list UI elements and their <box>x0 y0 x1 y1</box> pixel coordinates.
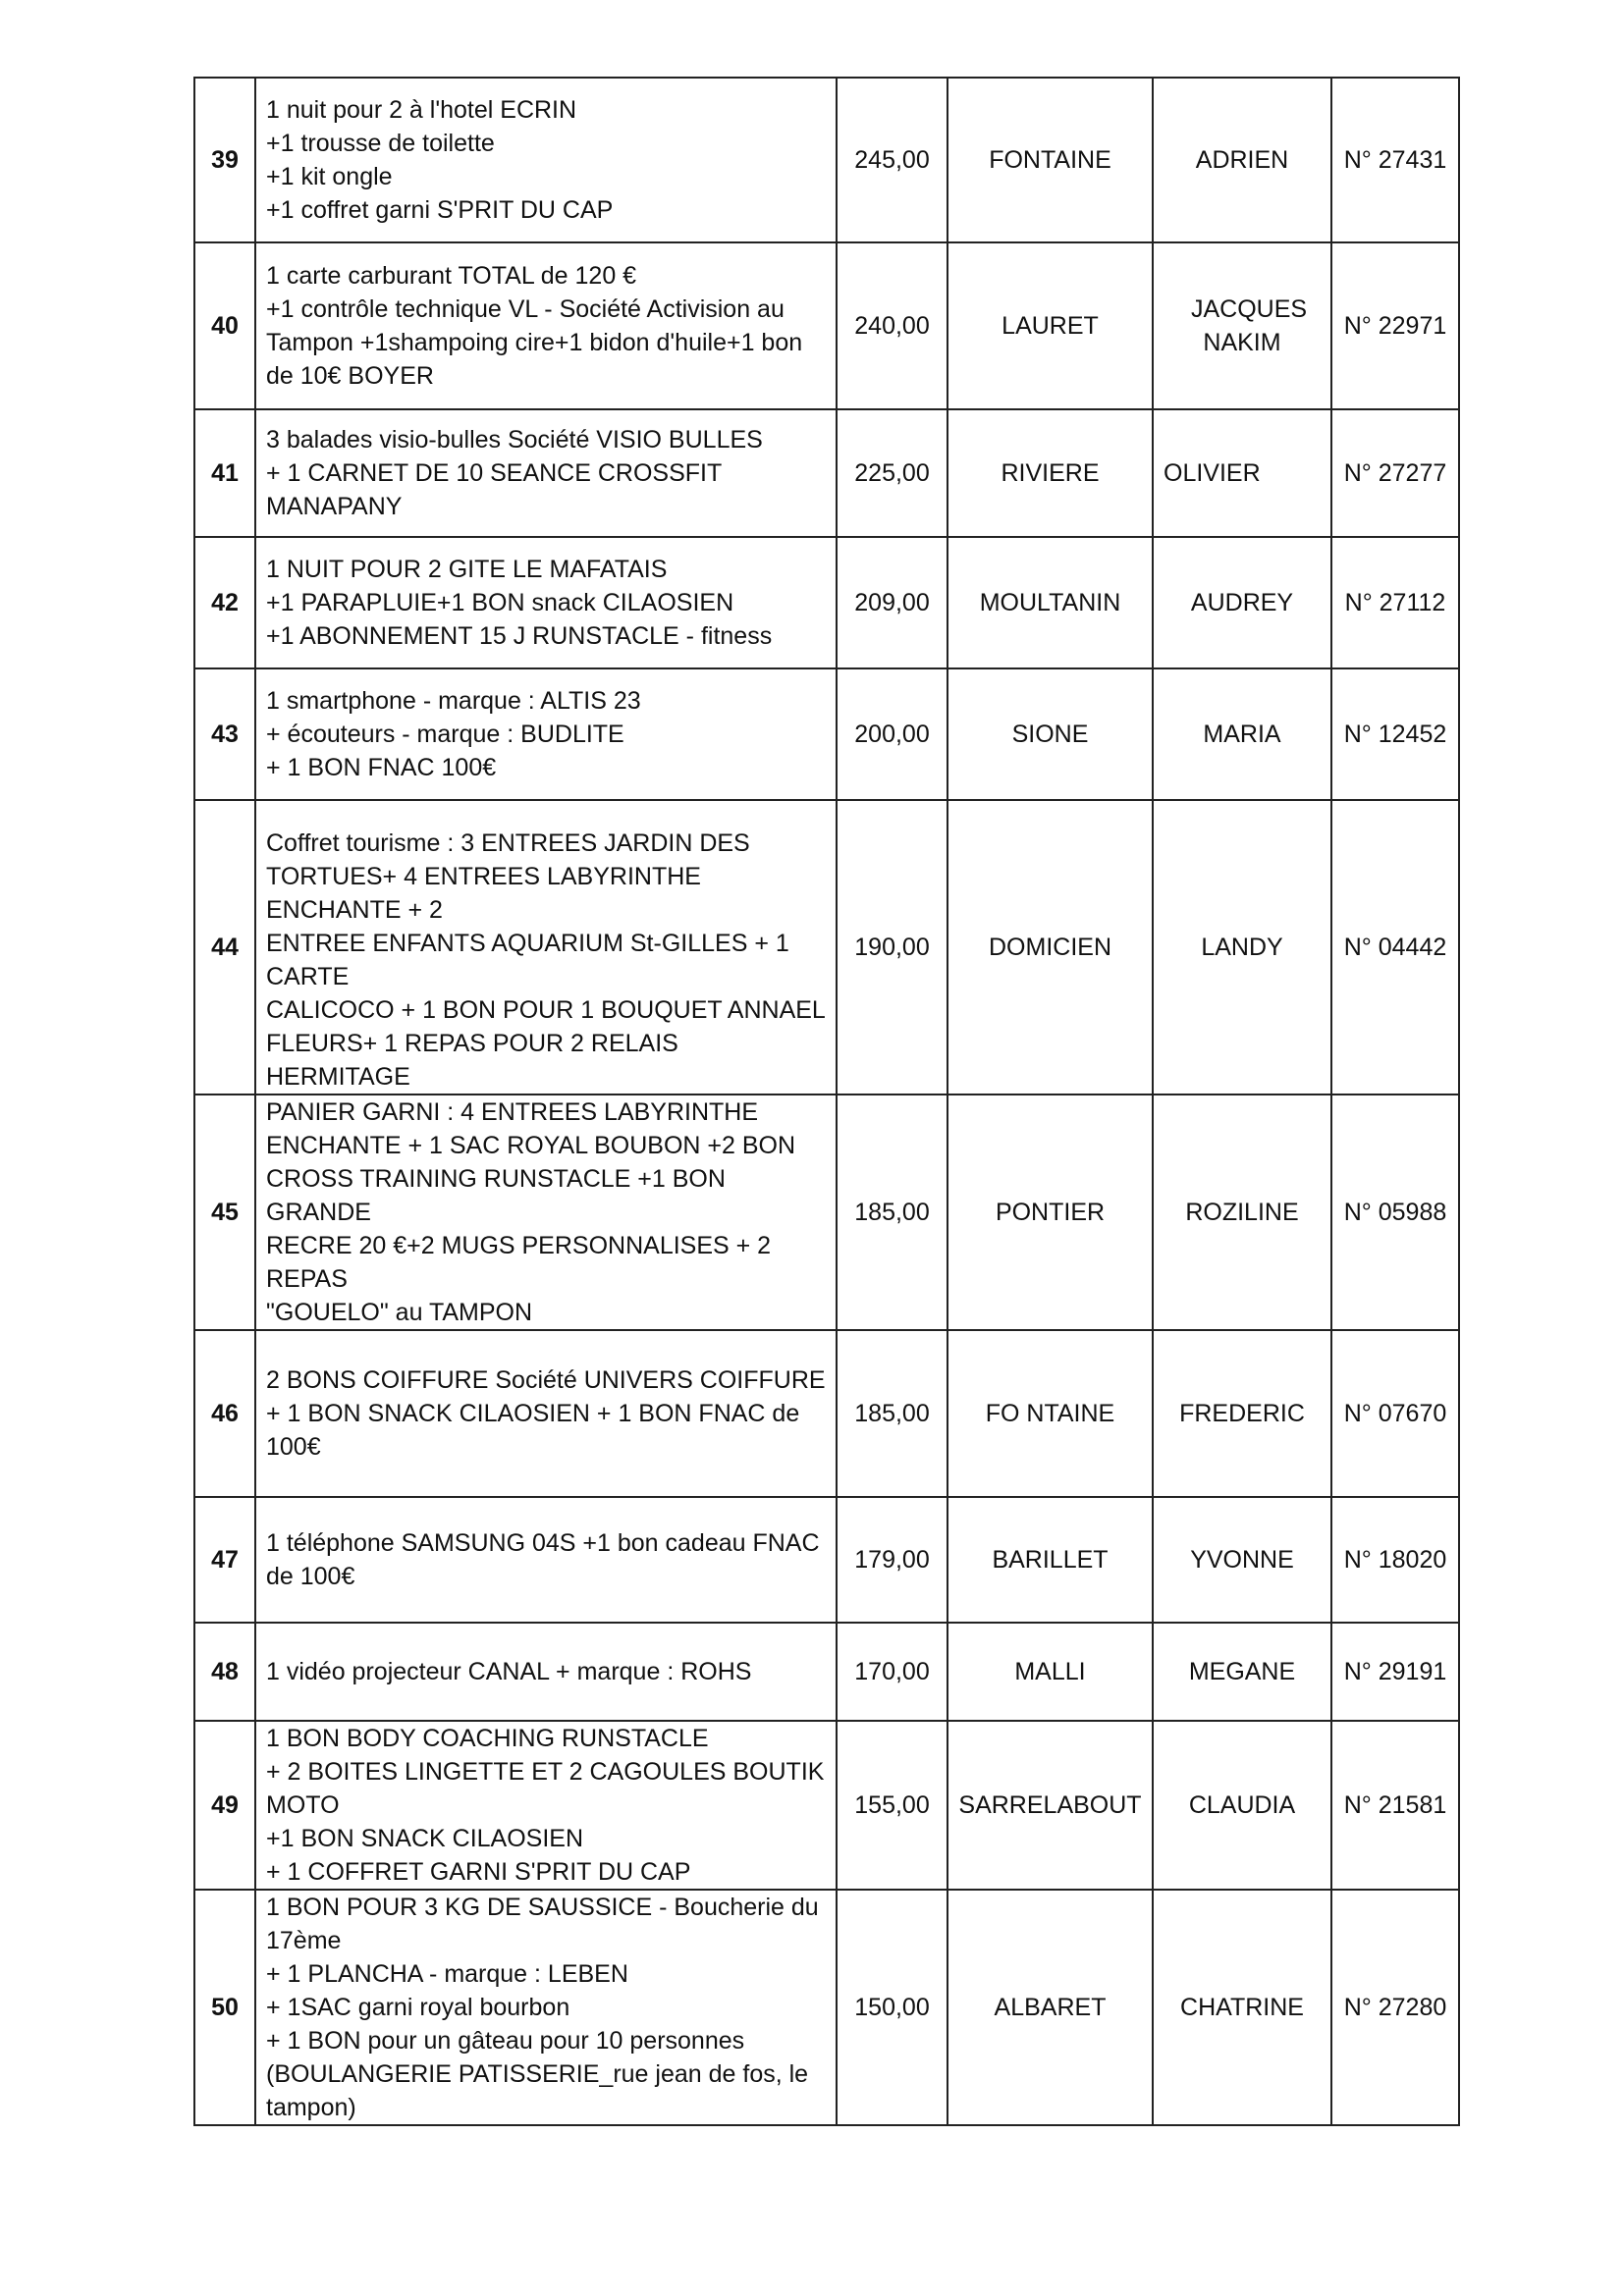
winner-firstname: CLAUDIA <box>1153 1721 1331 1890</box>
ticket-number: N° 12452 <box>1331 668 1459 800</box>
lot-description-line: + 1 COFFRET GARNI S'PRIT DU CAP <box>266 1858 691 1886</box>
lot-description-line: 1 smartphone - marque : ALTIS 23 <box>266 687 641 715</box>
lot-description-line: +1 contrôle technique VL - Société Activision au <box>266 295 785 323</box>
winner-firstname: OLIVIER <box>1153 409 1331 537</box>
lot-value: 245,00 <box>837 78 947 242</box>
lot-description-line: de 10€ BOYER <box>266 362 434 390</box>
lots-table <box>193 77 1460 2126</box>
lot-description <box>255 800 837 1095</box>
lot-number: 45 <box>194 1095 255 1330</box>
winner-surname: MOULTANIN <box>947 537 1153 668</box>
lot-value: 200,00 <box>837 668 947 800</box>
lot-description-line: + 1 BON FNAC 100€ <box>266 754 497 781</box>
lot-description-line: CALICOCO + 1 BON POUR 1 BOUQUET ANNAEL <box>266 996 826 1024</box>
winner-firstname: JACQUES NAKIM <box>1153 242 1331 409</box>
table-row <box>194 1095 1459 1330</box>
lot-value: 150,00 <box>837 1890 947 2125</box>
lot-description-line: + 1 CARNET DE 10 SEANCE CROSSFIT MANAPANY <box>266 459 722 520</box>
lot-description <box>255 668 837 800</box>
lot-number: 43 <box>194 668 255 800</box>
winner-surname: RIVIERE <box>947 409 1153 537</box>
lot-description-line: de 100€ <box>266 1563 355 1590</box>
table-row <box>194 800 1459 1095</box>
ticket-number: N° 21581 <box>1331 1721 1459 1890</box>
lot-value: 170,00 <box>837 1623 947 1721</box>
lot-description-line: + 1 PLANCHA - marque : LEBEN <box>266 1960 628 1988</box>
lot-number: 49 <box>194 1721 255 1890</box>
lot-description-line: tampon) <box>266 2094 356 2121</box>
lot-description-line: 1 téléphone SAMSUNG 04S +1 bon cadeau FNAC <box>266 1529 820 1557</box>
lot-description <box>255 1623 837 1721</box>
lot-description-line: + écouteurs - marque : BUDLITE <box>266 721 624 748</box>
winner-surname: FONTAINE <box>947 78 1153 242</box>
lot-description-line: 1 nuit pour 2 à l'hotel ECRIN <box>266 96 577 124</box>
table-row <box>194 1890 1459 2125</box>
lot-description <box>255 1330 837 1497</box>
ticket-number: N° 18020 <box>1331 1497 1459 1623</box>
lot-description-line: CROSS TRAINING RUNSTACLE +1 BON GRANDE <box>266 1165 726 1226</box>
table-row <box>194 1623 1459 1721</box>
lot-description-line: + 1 BON pour un gâteau pour 10 personnes <box>266 2027 745 2055</box>
lot-description-line: "GOUELO" au TAMPON <box>266 1299 533 1326</box>
winner-firstname: LANDY <box>1153 800 1331 1095</box>
table-row <box>194 1721 1459 1890</box>
lot-description <box>255 242 837 409</box>
ticket-number: N° 27112 <box>1331 537 1459 668</box>
winner-surname: SIONE <box>947 668 1153 800</box>
winner-surname: ALBARET <box>947 1890 1153 2125</box>
lot-description <box>255 537 837 668</box>
winner-firstname: ROZILINE <box>1153 1095 1331 1330</box>
winner-surname: LAURET <box>947 242 1153 409</box>
lot-description-line: +1 BON SNACK CILAOSIEN <box>266 1825 584 1852</box>
lot-description-line: (BOULANGERIE PATISSERIE_rue jean de fos, le <box>266 2060 809 2088</box>
lot-description-line: 1 BON BODY COACHING RUNSTACLE <box>266 1725 709 1752</box>
table-row <box>194 537 1459 668</box>
lot-value: 240,00 <box>837 242 947 409</box>
winner-surname: MALLI <box>947 1623 1153 1721</box>
lot-value: 225,00 <box>837 409 947 537</box>
lot-description <box>255 1721 837 1890</box>
lot-number: 40 <box>194 242 255 409</box>
lot-description-line: PANIER GARNI : 4 ENTREES LABYRINTHE <box>266 1098 759 1126</box>
lot-description <box>255 1890 837 2125</box>
winner-surname: DOMICIEN <box>947 800 1153 1095</box>
winner-firstname: AUDREY <box>1153 537 1331 668</box>
lot-value: 190,00 <box>837 800 947 1095</box>
winner-surname: FO NTAINE <box>947 1330 1153 1497</box>
winner-surname: PONTIER <box>947 1095 1153 1330</box>
ticket-number: N° 27277 <box>1331 409 1459 537</box>
ticket-number: N° 07670 <box>1331 1330 1459 1497</box>
lot-description-line: TORTUES+ 4 ENTREES LABYRINTHE ENCHANTE + 2 <box>266 863 701 924</box>
lot-value: 185,00 <box>837 1095 947 1330</box>
lot-description-line: ENTREE ENFANTS AQUARIUM St-GILLES + 1 CARTE <box>266 930 789 990</box>
ticket-number: N° 05988 <box>1331 1095 1459 1330</box>
lot-description-line: MOTO <box>266 1791 340 1819</box>
table-row <box>194 409 1459 537</box>
lot-description-line: 3 balades visio-bulles Société VISIO BULLES <box>266 426 763 454</box>
lot-value: 209,00 <box>837 537 947 668</box>
table-row <box>194 1497 1459 1623</box>
lot-description-line: + 1SAC garni royal bourbon <box>266 1994 570 2021</box>
lot-number: 46 <box>194 1330 255 1497</box>
lot-number: 41 <box>194 409 255 537</box>
winner-firstname: MARIA <box>1153 668 1331 800</box>
ticket-number: N° 29191 <box>1331 1623 1459 1721</box>
lot-description-line: 1 vidéo projecteur CANAL + marque : ROHS <box>266 1658 752 1685</box>
table-row <box>194 668 1459 800</box>
lot-description <box>255 409 837 537</box>
winner-surname: BARILLET <box>947 1497 1153 1623</box>
lot-value: 179,00 <box>837 1497 947 1623</box>
winner-firstname: YVONNE <box>1153 1497 1331 1623</box>
lot-description-line: + 1 BON SNACK CILAOSIEN + 1 BON FNAC de 100€ <box>266 1400 800 1461</box>
lot-description-line: 17ème <box>266 1927 342 1954</box>
lot-description-line: Tampon +1shampoing cire+1 bidon d'huile+1 bon <box>266 329 803 356</box>
lot-value: 155,00 <box>837 1721 947 1890</box>
lot-number: 42 <box>194 537 255 668</box>
lot-description-line: RECRE 20 €+2 MUGS PERSONNALISES + 2 REPAS <box>266 1232 772 1293</box>
lot-description-line: 2 BONS COIFFURE Société UNIVERS COIFFURE <box>266 1366 826 1394</box>
lot-number: 44 <box>194 800 255 1095</box>
ticket-number: N° 22971 <box>1331 242 1459 409</box>
winner-firstname: FREDERIC <box>1153 1330 1331 1497</box>
table-row <box>194 1330 1459 1497</box>
ticket-number: N° 27280 <box>1331 1890 1459 2125</box>
lot-description-line: +1 coffret garni S'PRIT DU CAP <box>266 196 614 224</box>
table-row <box>194 242 1459 409</box>
winner-firstname: CHATRINE <box>1153 1890 1331 2125</box>
ticket-number: N° 04442 <box>1331 800 1459 1095</box>
lot-description-line: 1 carte carburant TOTAL de 120 € <box>266 262 637 290</box>
lots-table-body <box>194 78 1459 2125</box>
ticket-number: N° 27431 <box>1331 78 1459 242</box>
winner-firstname: MEGANE <box>1153 1623 1331 1721</box>
lot-description-line: +1 kit ongle <box>266 163 393 190</box>
winner-surname: SARRELABOUT <box>947 1721 1153 1890</box>
lot-description-line: +1 ABONNEMENT 15 J RUNSTACLE - fitness <box>266 622 773 650</box>
lot-description <box>255 1095 837 1330</box>
winner-firstname: ADRIEN <box>1153 78 1331 242</box>
lot-description-line: + 2 BOITES LINGETTE ET 2 CAGOULES BOUTIK <box>266 1758 825 1786</box>
lot-number: 39 <box>194 78 255 242</box>
lot-description-line: +1 PARAPLUIE+1 BON snack CILAOSIEN <box>266 589 734 616</box>
lot-description-line: +1 trousse de toilette <box>266 130 495 157</box>
lot-description-line: 1 NUIT POUR 2 GITE LE MAFATAIS <box>266 556 668 583</box>
table-row <box>194 78 1459 242</box>
lot-description-line: 1 BON POUR 3 KG DE SAUSSICE - Boucherie du <box>266 1894 819 1921</box>
lot-value: 185,00 <box>837 1330 947 1497</box>
lot-number: 50 <box>194 1890 255 2125</box>
lot-description-line: Coffret tourisme : 3 ENTREES JARDIN DES <box>266 829 750 857</box>
lot-description <box>255 78 837 242</box>
lot-description <box>255 1497 837 1623</box>
lot-number: 48 <box>194 1623 255 1721</box>
lot-description-line: ENCHANTE + 1 SAC ROYAL BOUBON +2 BON <box>266 1132 796 1159</box>
lot-description-line: FLEURS+ 1 REPAS POUR 2 RELAIS HERMITAGE <box>266 1030 678 1091</box>
lot-number: 47 <box>194 1497 255 1623</box>
